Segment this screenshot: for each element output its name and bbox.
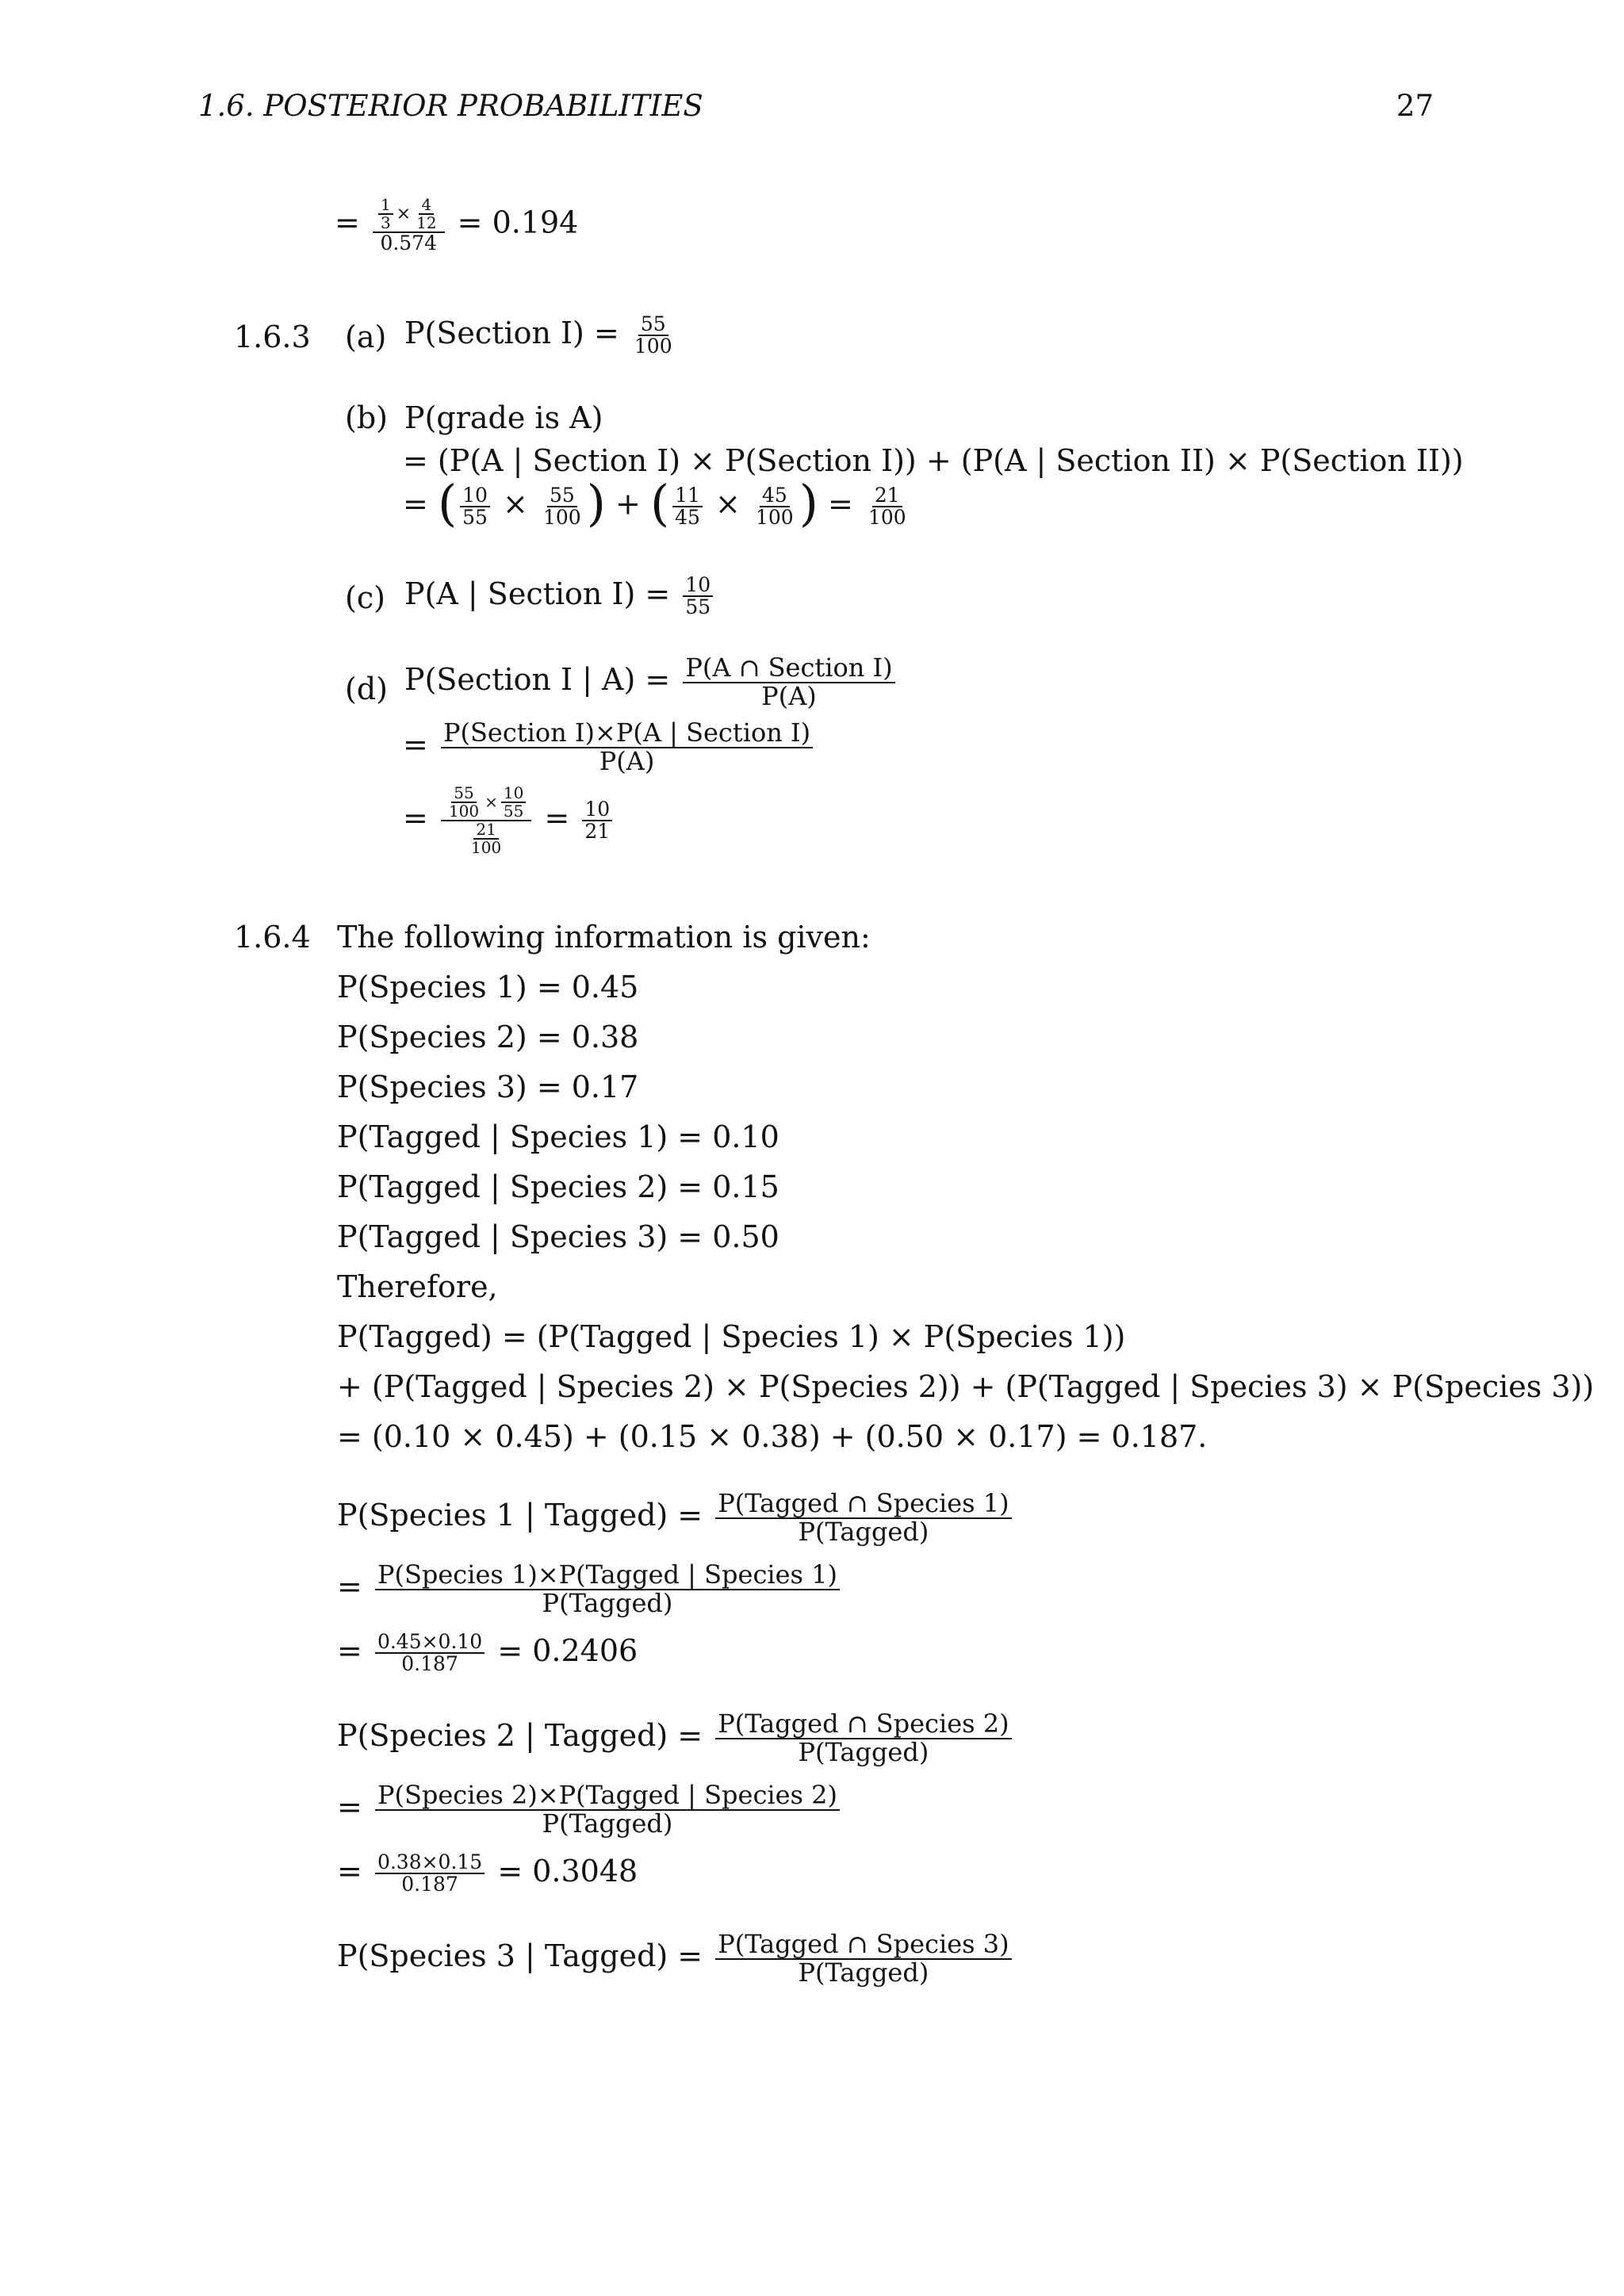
given-line: P(Species 1) = 0.45	[337, 970, 639, 1004]
posterior-species-1: P(Species 1 | Tagged) = $\frac{\text{P(Tagged ∩ Species 1)}}{\text{P(Tagged)}}$	[337, 1490, 1015, 1545]
problem-number: 1.6.4	[234, 920, 311, 955]
part-b-tag: (b)	[345, 400, 388, 435]
page-number: 27	[1396, 89, 1434, 123]
posterior-species-3: P(Species 3 | Tagged) = $\frac{\text{P(Tagged ∩ Species 3)}}{\text{P(Tagged)}}$	[337, 1931, 1015, 1986]
posterior-species-2: P(Species 2 | Tagged) = $\frac{\text{P(Tagged ∩ Species 2)}}{\text{P(Tagged)}}$	[337, 1711, 1015, 1766]
part-b-numeric: = ( $\frac{10}{55}$ × $\frac{55}{100}$ ) + ( $\frac{11}{45}$ × $\frac{45}{100}$ ) = $\frac{21}{100}$	[403, 474, 906, 532]
continuation-equation: = $\frac{1}{3}$ × $\frac{4}{12}$ 0.574 = 0.194	[335, 195, 579, 254]
part-c-tag: (c)	[345, 580, 385, 615]
running-header-title: 1.6. POSTERIOR PROBABILITIES	[198, 89, 703, 123]
part-a-equation: P(Section I) = $\frac{55}{100}$	[404, 312, 672, 358]
problem-number: 1.6.3	[234, 320, 311, 354]
part-b-expansion: = (P(A | Section I) × P(Section I)) + (P(A | Section II) × P(Section II))	[403, 443, 1464, 478]
total-prob-result: = (0.10 × 0.45) + (0.15 × 0.38) + (0.50 × 0.17) = 0.187.	[337, 1419, 1208, 1454]
part-a-tag: (a)	[345, 320, 387, 354]
therefore-line: Therefore,	[337, 1269, 498, 1304]
part-d-numeric: = $\frac{55}{100}$ × $\frac{10}{55}$ $\frac{21}{100}$ = $\frac{10}{21}$	[403, 785, 615, 856]
given-line: P(Species 2) = 0.38	[337, 1020, 639, 1054]
part-d-bayes: = $\frac{\text{P(Section I)×P(A | Section I)}}{P(A)}$	[403, 720, 816, 775]
problem-intro: The following information is given:	[337, 920, 871, 955]
total-prob-line: P(Tagged) = (P(Tagged | Species 1) × P(Species 1))	[337, 1319, 1126, 1354]
given-line: P(Species 3) = 0.17	[337, 1070, 639, 1104]
posterior-species-2-result: = $\frac{0.38\times 0.15}{0.187}$ = 0.3048	[337, 1850, 638, 1896]
part-d-tag: (d)	[345, 672, 388, 706]
fraction: $\frac{1}{3}$ × $\frac{4}{12}$ 0.574	[373, 197, 445, 254]
posterior-species-1-result: = $\frac{0.45\times 0.10}{0.187}$ = 0.2406	[337, 1630, 638, 1676]
given-line: P(Tagged | Species 1) = 0.10	[337, 1119, 779, 1154]
posterior-species-1-bayes: = $\frac{\text{P(Species 1)×P(Tagged | Species 1)}}{\text{P(Tagged)}}$	[337, 1562, 843, 1617]
given-line: P(Tagged | Species 2) = 0.15	[337, 1169, 779, 1204]
part-c-equation: P(A | Section I) = $\frac{10}{55}$	[404, 575, 716, 618]
given-line: P(Tagged | Species 3) = 0.50	[337, 1219, 779, 1254]
part-d-equation: P(Section I | A) = $\frac{\text{P(A ∩ Section I)}}{P(A)}$	[404, 655, 898, 710]
posterior-species-2-bayes: = $\frac{\text{P(Species 2)×P(Tagged | Species 2)}}{\text{P(Tagged)}}$	[337, 1782, 843, 1837]
part-b-lhs: P(grade is A)	[404, 400, 603, 435]
total-prob-line: + (P(Tagged | Species 2) × P(Species 2)) + (P(Tagged | Species 3) × P(Species 3))	[337, 1369, 1595, 1404]
